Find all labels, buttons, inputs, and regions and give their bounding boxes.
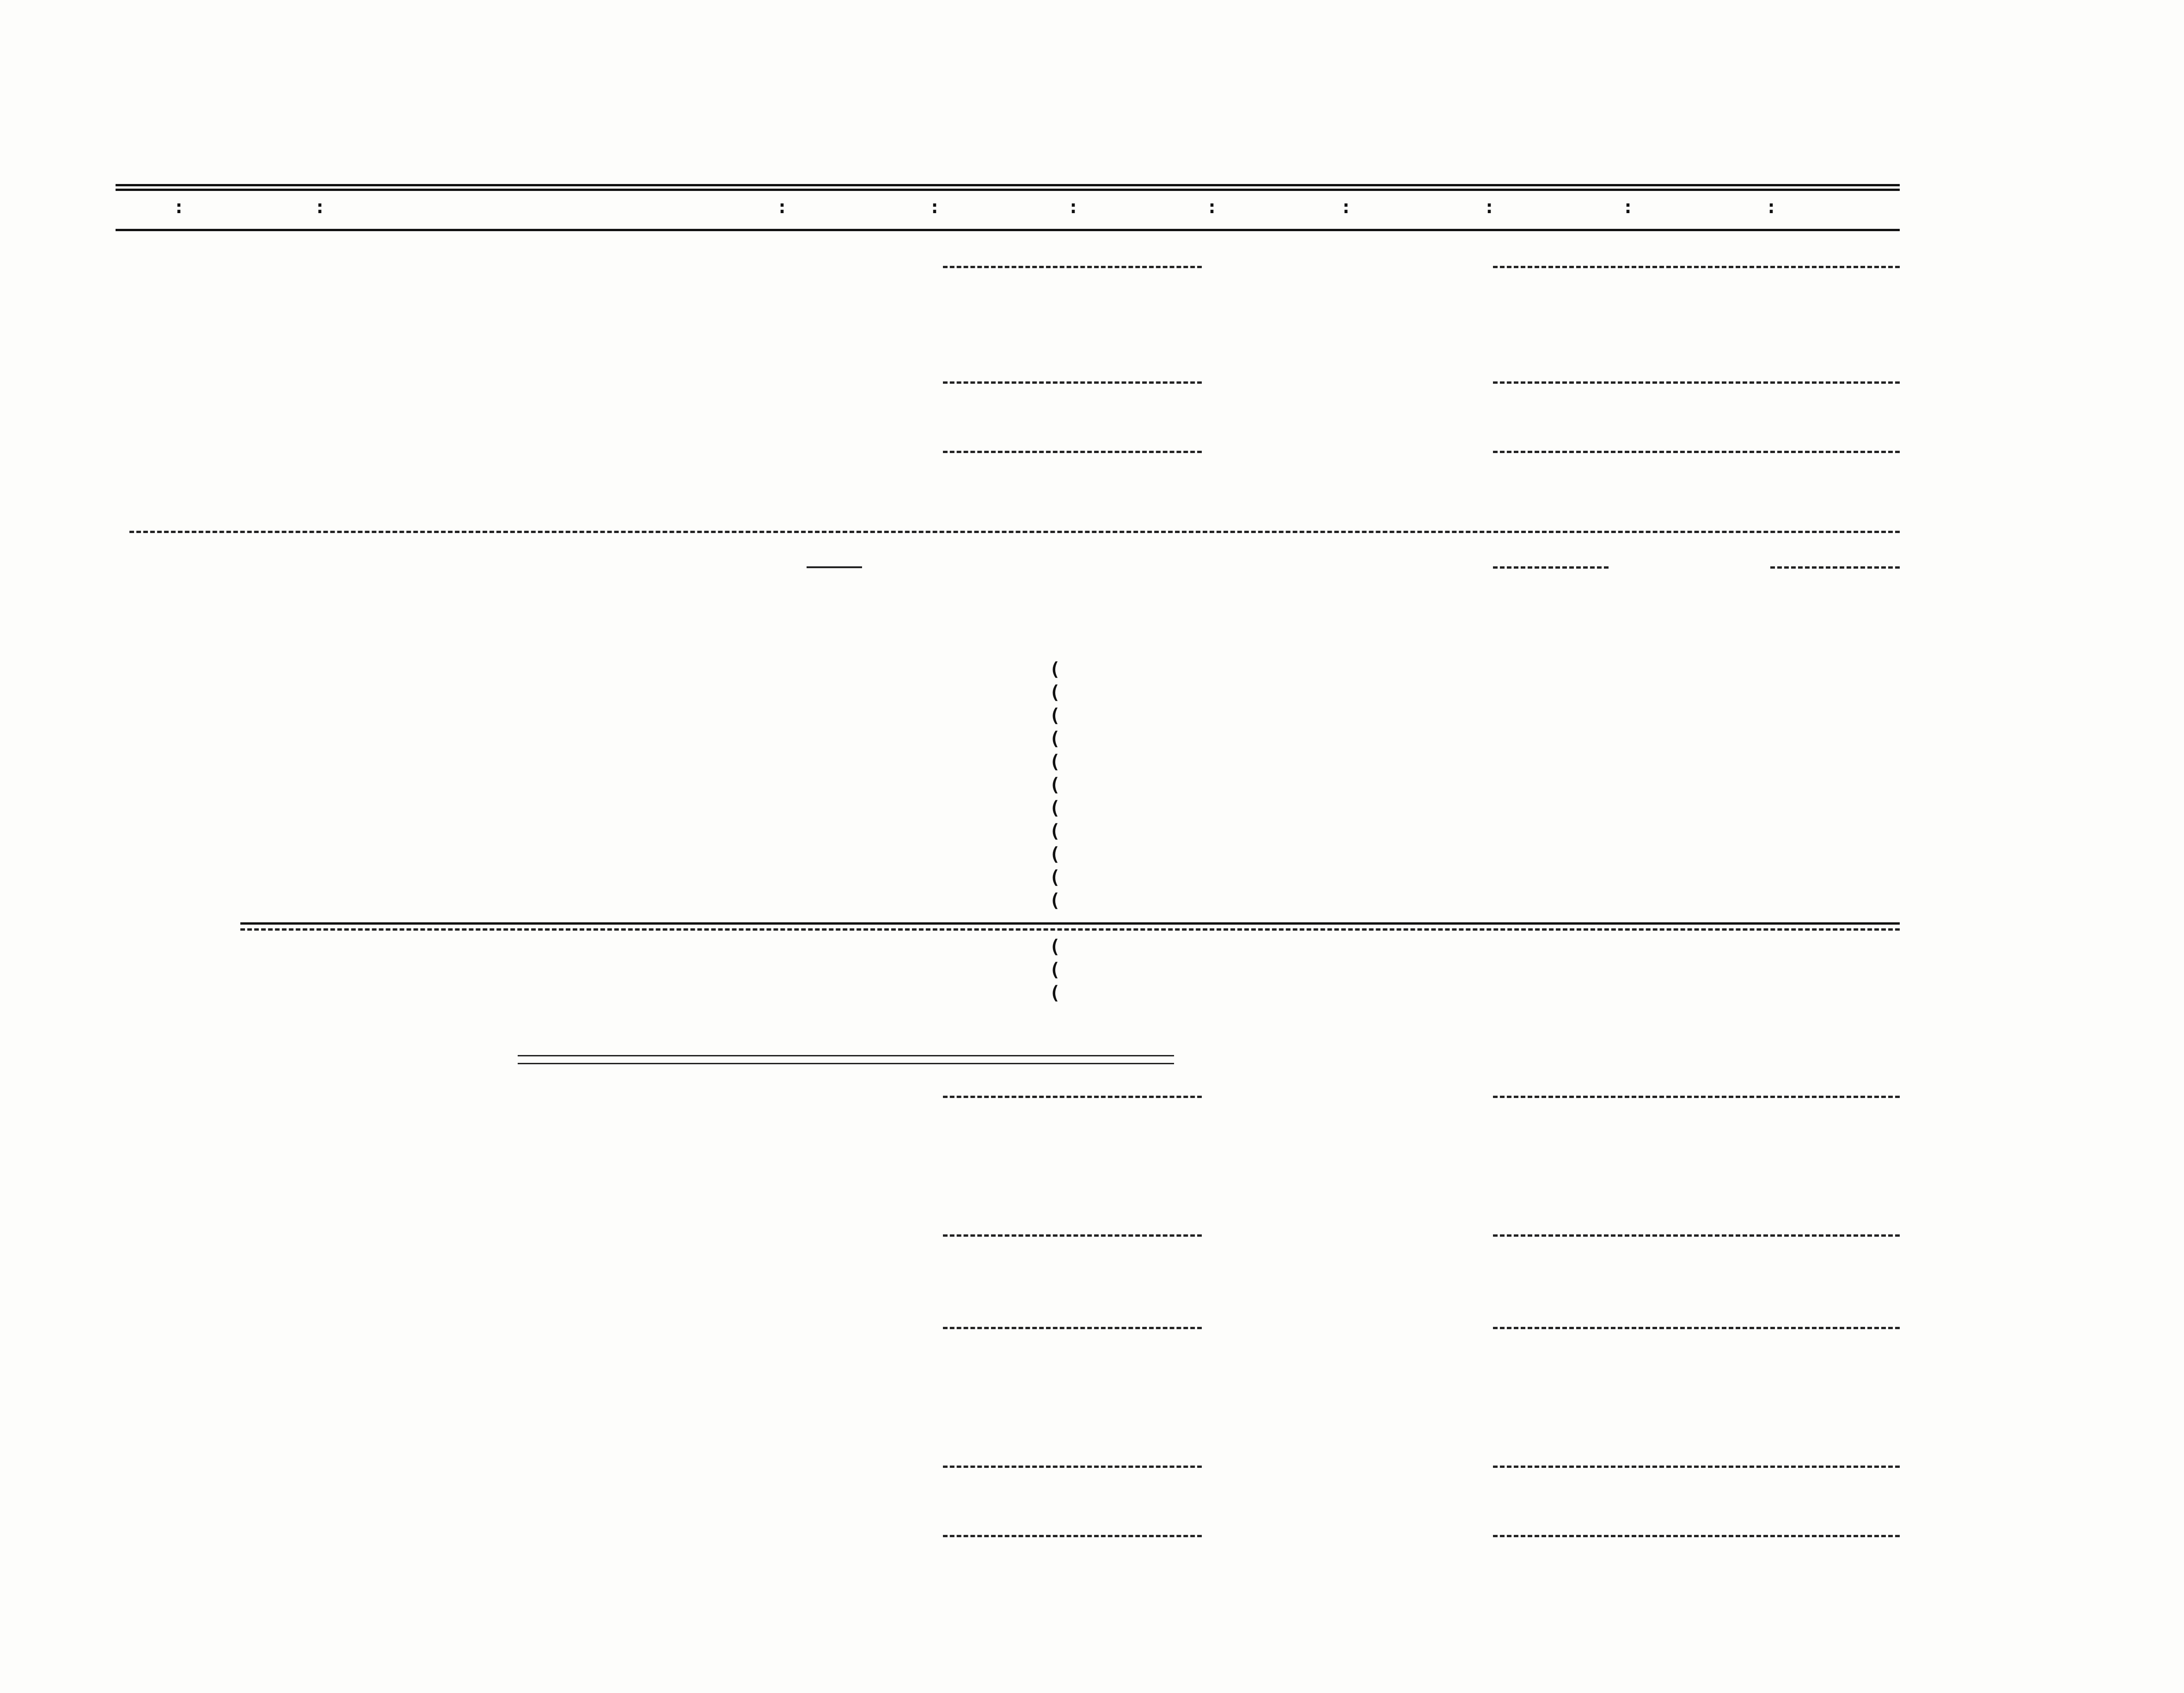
rule-line bbox=[129, 531, 1900, 533]
paren-open: ( bbox=[1049, 751, 1062, 773]
rule-line bbox=[1770, 566, 1900, 569]
paren-open: ( bbox=[1049, 797, 1062, 819]
rule-line bbox=[1493, 1327, 1900, 1329]
rule-line bbox=[1493, 266, 1900, 268]
rule-line bbox=[240, 922, 1900, 925]
section-underline bbox=[518, 1055, 1174, 1064]
paren-open: ( bbox=[1049, 774, 1062, 796]
column-separator: : bbox=[1206, 196, 1219, 218]
paren-open: ( bbox=[1049, 867, 1062, 888]
paren-open: ( bbox=[1049, 890, 1062, 911]
rule-line bbox=[943, 1096, 1202, 1098]
column-separator: : bbox=[1068, 196, 1080, 218]
rule-line bbox=[240, 928, 1900, 931]
rule-line bbox=[1493, 566, 1609, 569]
paren-open: ( bbox=[1049, 728, 1062, 749]
column-separator: : bbox=[1622, 196, 1635, 218]
paren-open: ( bbox=[1049, 959, 1062, 981]
paren-open: ( bbox=[1049, 821, 1062, 842]
rule-line bbox=[1493, 1234, 1900, 1237]
rule-line bbox=[943, 1466, 1202, 1468]
paren-open: ( bbox=[1049, 705, 1062, 726]
rule-line bbox=[943, 1234, 1202, 1237]
column-separator: : bbox=[1766, 196, 1778, 218]
column-separator: : bbox=[173, 196, 186, 218]
column-separator: : bbox=[1340, 196, 1353, 218]
rule-line bbox=[1493, 1535, 1900, 1537]
rule-line bbox=[943, 1535, 1202, 1537]
rule-line bbox=[1493, 451, 1900, 453]
paren-open: ( bbox=[1049, 982, 1062, 1004]
rule-line bbox=[807, 566, 862, 568]
column-separator: : bbox=[929, 196, 942, 218]
paren-open: ( bbox=[1049, 659, 1062, 680]
rule-line bbox=[943, 381, 1202, 384]
rule-line bbox=[943, 266, 1202, 268]
rule-line bbox=[943, 1327, 1202, 1329]
rule-line bbox=[1493, 381, 1900, 384]
paren-open: ( bbox=[1049, 682, 1062, 703]
paren-open: ( bbox=[1049, 844, 1062, 865]
column-separator: : bbox=[777, 196, 789, 218]
column-separator: : bbox=[314, 196, 327, 218]
paren-open: ( bbox=[1049, 936, 1062, 957]
column-separator: : bbox=[1484, 196, 1496, 218]
rule-line bbox=[1493, 1466, 1900, 1468]
rule-line bbox=[1493, 1096, 1900, 1098]
rule-line bbox=[943, 451, 1202, 453]
